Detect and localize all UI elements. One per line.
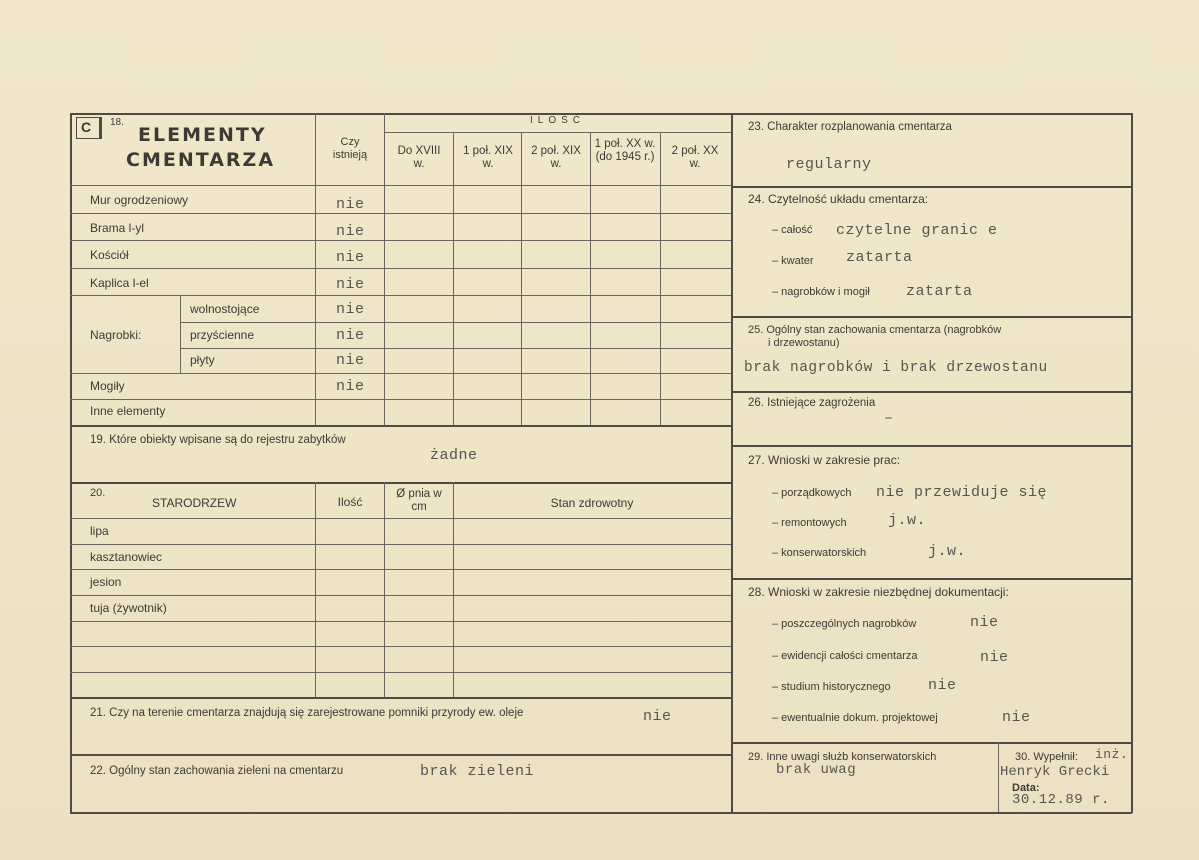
q27-item-remontowe-value: j.w. <box>888 512 927 529</box>
row-label-mogily: Mogiły <box>90 379 125 393</box>
q28-item-2-label: – studium historycznego <box>772 681 891 693</box>
q19-value: żadne <box>430 447 478 464</box>
q28-item-0-label: – poszczególnych nagrobków <box>772 618 917 630</box>
q28-item-0-value: nie <box>970 614 999 631</box>
q24-item-nagrobkow-label: – nagrobków i mogił <box>772 286 870 298</box>
q24-item-calosc-value: czytelne granic e <box>836 222 998 239</box>
q24-item-calosc-label: – całość <box>772 224 813 236</box>
q19-label: 19. Które obiekty wpisane są do rejestru zabytków <box>90 434 346 446</box>
value-mogily: nie <box>336 378 365 395</box>
col-period-4: 2 poł. XX w. <box>671 145 719 170</box>
q21-value: nie <box>643 708 672 725</box>
row-label-kaplica: Kaplica l-el <box>90 276 149 290</box>
value-mur: nie <box>336 196 365 213</box>
q20-number: 20. <box>90 487 106 499</box>
q29-label: 29. Inne uwagi służb konserwatorskich <box>748 751 937 763</box>
row-label-plyty: płyty <box>190 353 215 367</box>
q27-item-porzadkowe-value: nie przewiduje się <box>876 484 1048 501</box>
q24-label: 24. Czytelność układu cmentarza: <box>748 192 929 206</box>
q30-value-title: inż. <box>1095 747 1129 762</box>
section-title-line1: ELEMENTY <box>138 124 267 146</box>
q22-label: 22. Ogólny stan zachowania zieleni na cmentarzu <box>90 765 344 777</box>
row-label-nagrobki: Nagrobki: <box>90 328 142 342</box>
q24-item-nagrobkow-value: zatarta <box>906 283 973 300</box>
tree-kasztanowiec: kasztanowiec <box>90 550 163 564</box>
q25-label-line2: i drzewostanu) <box>768 337 840 349</box>
q20-col-diameter: Ø pnia w cm <box>396 488 442 513</box>
col-period-2: 2 poł. XIX w. <box>531 145 581 170</box>
q22-value: brak zieleni <box>420 763 535 780</box>
q21-label-end: oleje <box>499 707 524 719</box>
row-label-przyscienne: przyścienne <box>190 328 255 342</box>
q28-item-3-value: nie <box>1002 709 1031 726</box>
date-value: 30.12.89 r. <box>1012 792 1110 808</box>
value-wolnostojace: nie <box>336 301 365 318</box>
q20-col-ilosc: Ilość <box>337 495 363 509</box>
tree-jesion: jesion <box>90 575 122 589</box>
col-period-0: Do XVIII w. <box>397 145 441 170</box>
row-label-wolnostojace: wolnostojące <box>190 302 260 316</box>
row-label-brama: Brama l-yl <box>90 221 145 235</box>
q30-value-name: Henryk Grecki <box>1000 764 1110 780</box>
row-label-kosciol: Kościół <box>90 248 129 262</box>
section-title-line2: CMENTARZA <box>126 149 276 171</box>
date-label: Data: <box>1012 782 1040 794</box>
row-label-inne: Inne elementy <box>90 404 166 418</box>
q28-item-2-value: nie <box>928 677 957 694</box>
q23-label: 23. Charakter rozplanowania cmentarza <box>748 121 952 133</box>
col-exists-header: Czy istnieją <box>332 136 368 161</box>
q21-label-text: 21. Czy na terenie cmentarza znajdują się zarejestrowane pomniki przyrody ew. <box>90 707 500 719</box>
q25-value: brak nagrobków i brak drzewostanu <box>744 360 1048 376</box>
q28-item-1-value: nie <box>980 649 1009 666</box>
form-letter: C <box>81 119 92 135</box>
value-przyscienne: nie <box>336 327 365 344</box>
q23-value: regularny <box>786 156 872 173</box>
q28-item-3-label: – ewentualnie dokum. projektowej <box>772 712 938 724</box>
q27-item-porzadkowe-label: – porządkowych <box>772 487 852 499</box>
col-amount-header: ILOŚĆ <box>529 115 585 126</box>
section-number-18: 18. <box>110 117 124 128</box>
q27-item-konserwatorskie-value: j.w. <box>928 543 967 560</box>
tree-tuja: tuja (żywotnik) <box>90 601 167 615</box>
tree-lipa: lipa <box>90 524 109 538</box>
q26-value: – <box>884 410 894 427</box>
q27-item-remontowe-label: – remontowych <box>772 517 847 529</box>
q28-label: 28. Wnioski w zakresie niezbędnej dokumentacji: <box>748 585 1009 599</box>
q30-label: 30. Wypełnił: <box>1015 751 1078 763</box>
q27-item-konserwatorskie-label: – konserwatorskich <box>772 547 867 559</box>
q24-item-kwater-value: zatarta <box>846 249 913 266</box>
q29-value: brak uwag <box>776 762 857 778</box>
value-kosciol: nie <box>336 249 365 266</box>
col-period-1: 1 poł. XIX w. <box>463 145 513 170</box>
q27-label: 27. Wnioski w zakresie prac: <box>748 453 901 467</box>
q21-label <box>90 706 523 720</box>
value-plyty: nie <box>336 352 365 369</box>
q20-label: STARODRZEW <box>152 496 237 510</box>
value-brama: nie <box>336 223 365 240</box>
q20-col-health: Stan zdrowotny <box>550 496 634 510</box>
q25-label-line1: 25. Ogólny stan zachowania cmentarza (nagrobków <box>748 324 1002 336</box>
col-period-3: 1 poł. XX w. (do 1945 r.) <box>594 138 656 163</box>
q24-item-kwater-label: – kwater <box>772 255 814 267</box>
row-label-mur: Mur ogrodzeniowy <box>90 193 189 207</box>
q26-label: 26. Istniejące zagrożenia <box>748 397 876 409</box>
value-kaplica: nie <box>336 276 365 293</box>
q28-item-1-label: – ewidencji całości cmentarza <box>772 650 918 662</box>
